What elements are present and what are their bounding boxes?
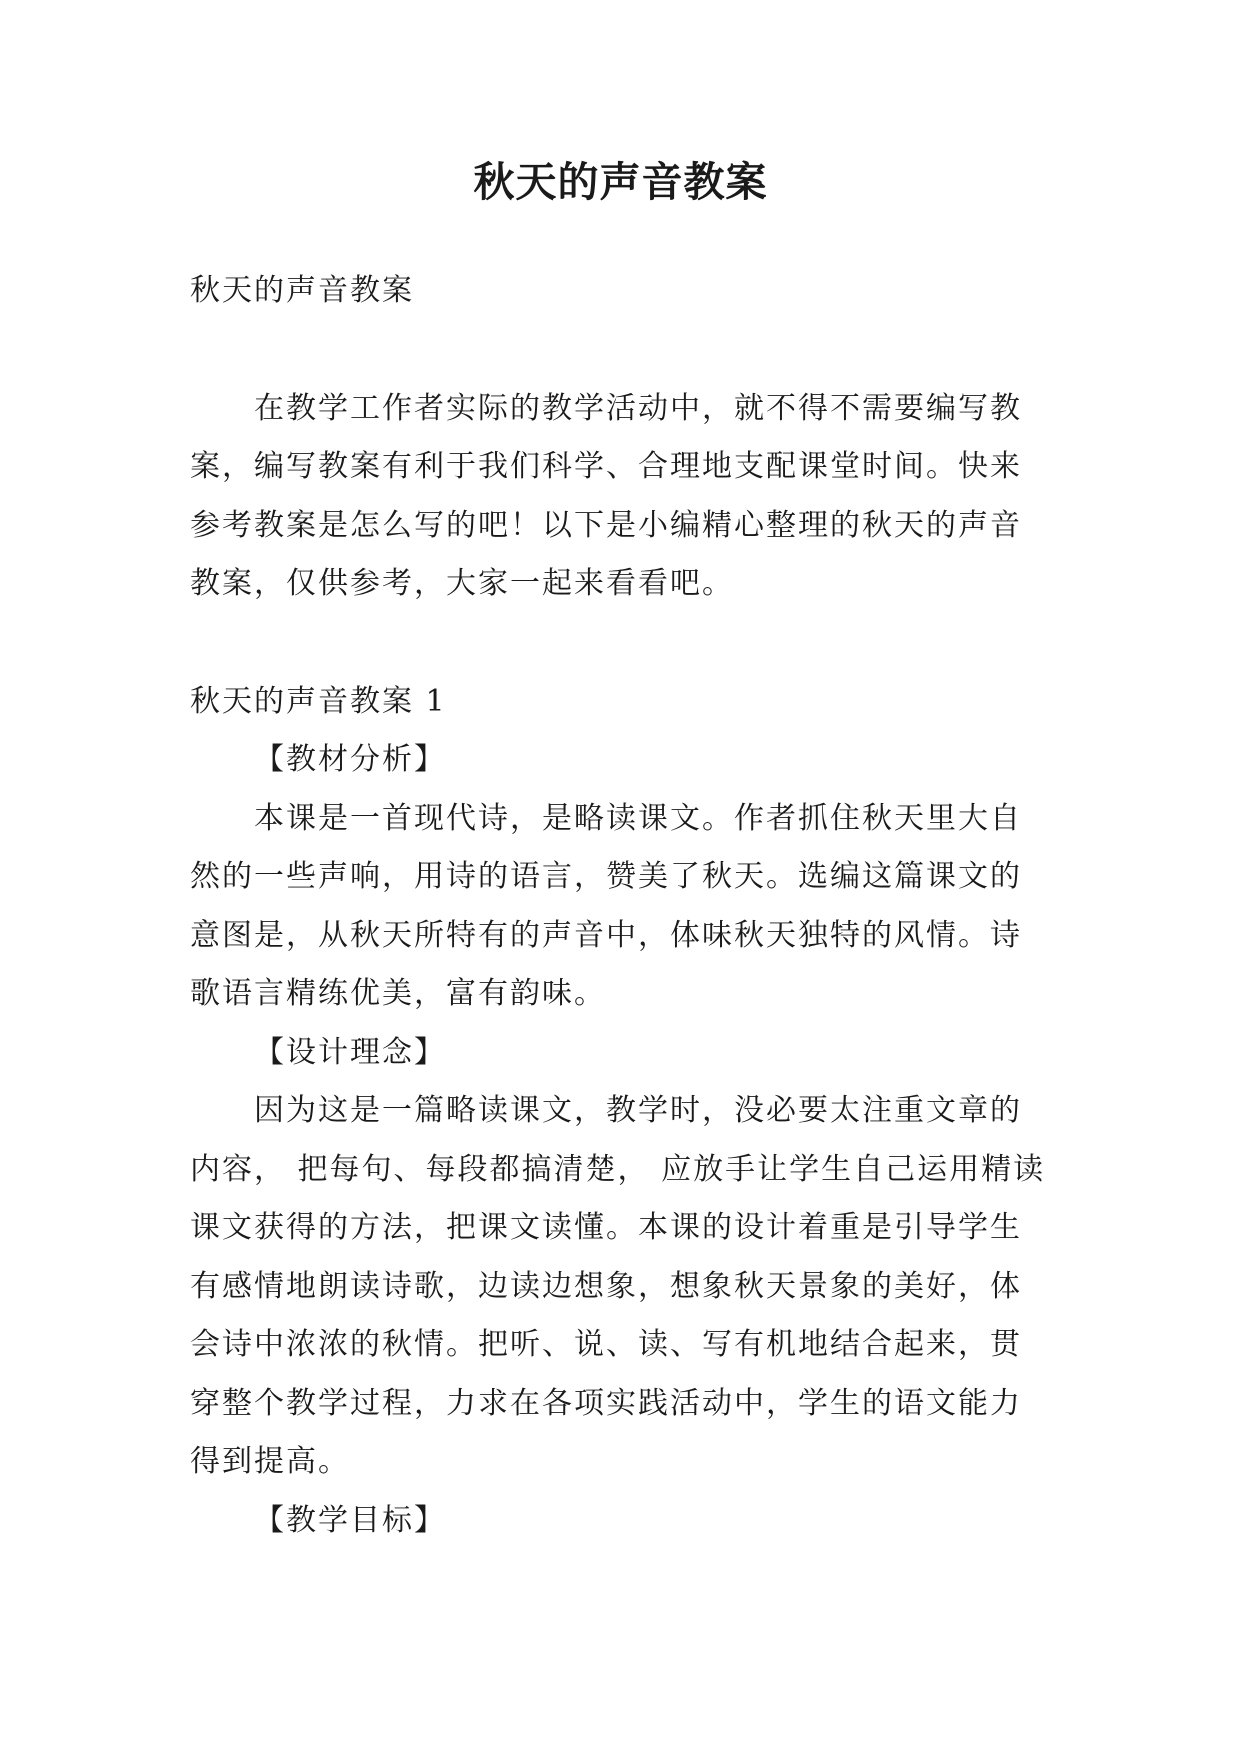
design-concept-paragraph: 因为这是一篇略读课文，教学时，没必要太注重文章的内容， 把每句、每段都搞清楚， 应放手让学生自己运用精读课文获得的方法，把课文读懂。本课的设计着重是引导学生有感情地朗读诗歌，边读边想象，想象秋天景象的美好，体会诗中浓浓的秋情。把听、说、读、写有机地结合起来，贯穿整个教学过程，力求在各项实践活动中，学生的语文能力得到提高。	[190, 1093, 1046, 1479]
document-title: 秋天的声音教案	[473, 158, 768, 206]
material-analysis-heading: 【教材分析】	[254, 742, 446, 777]
section-title: 秋天的声音教案 1	[190, 683, 447, 719]
material-analysis-paragraph: 本课是一首现代诗，是略读课文。作者抓住秋天里大自然的一些声响，用诗的语言，赞美了秋天。选编这篇课文的意图是，从秋天所特有的声音中，体味秋天独特的风情。诗歌语言精练优美，富有韵味。	[190, 800, 1022, 1011]
intro-paragraph: 在教学工作者实际的教学活动中，就不得不需要编写教案，编写教案有利于我们科学、合理地支配课堂时间。快来参考教案是怎么写的吧！以下是小编精心整理的秋天的声音教案，仅供参考，大家一起来看看吧。	[190, 390, 1022, 601]
design-concept-heading: 【设计理念】	[254, 1034, 446, 1070]
document-subtitle: 秋天的声音教案	[190, 273, 414, 308]
document-body	[190, 262, 1052, 1550]
teaching-goals-heading: 【教学目标】	[254, 1502, 446, 1538]
